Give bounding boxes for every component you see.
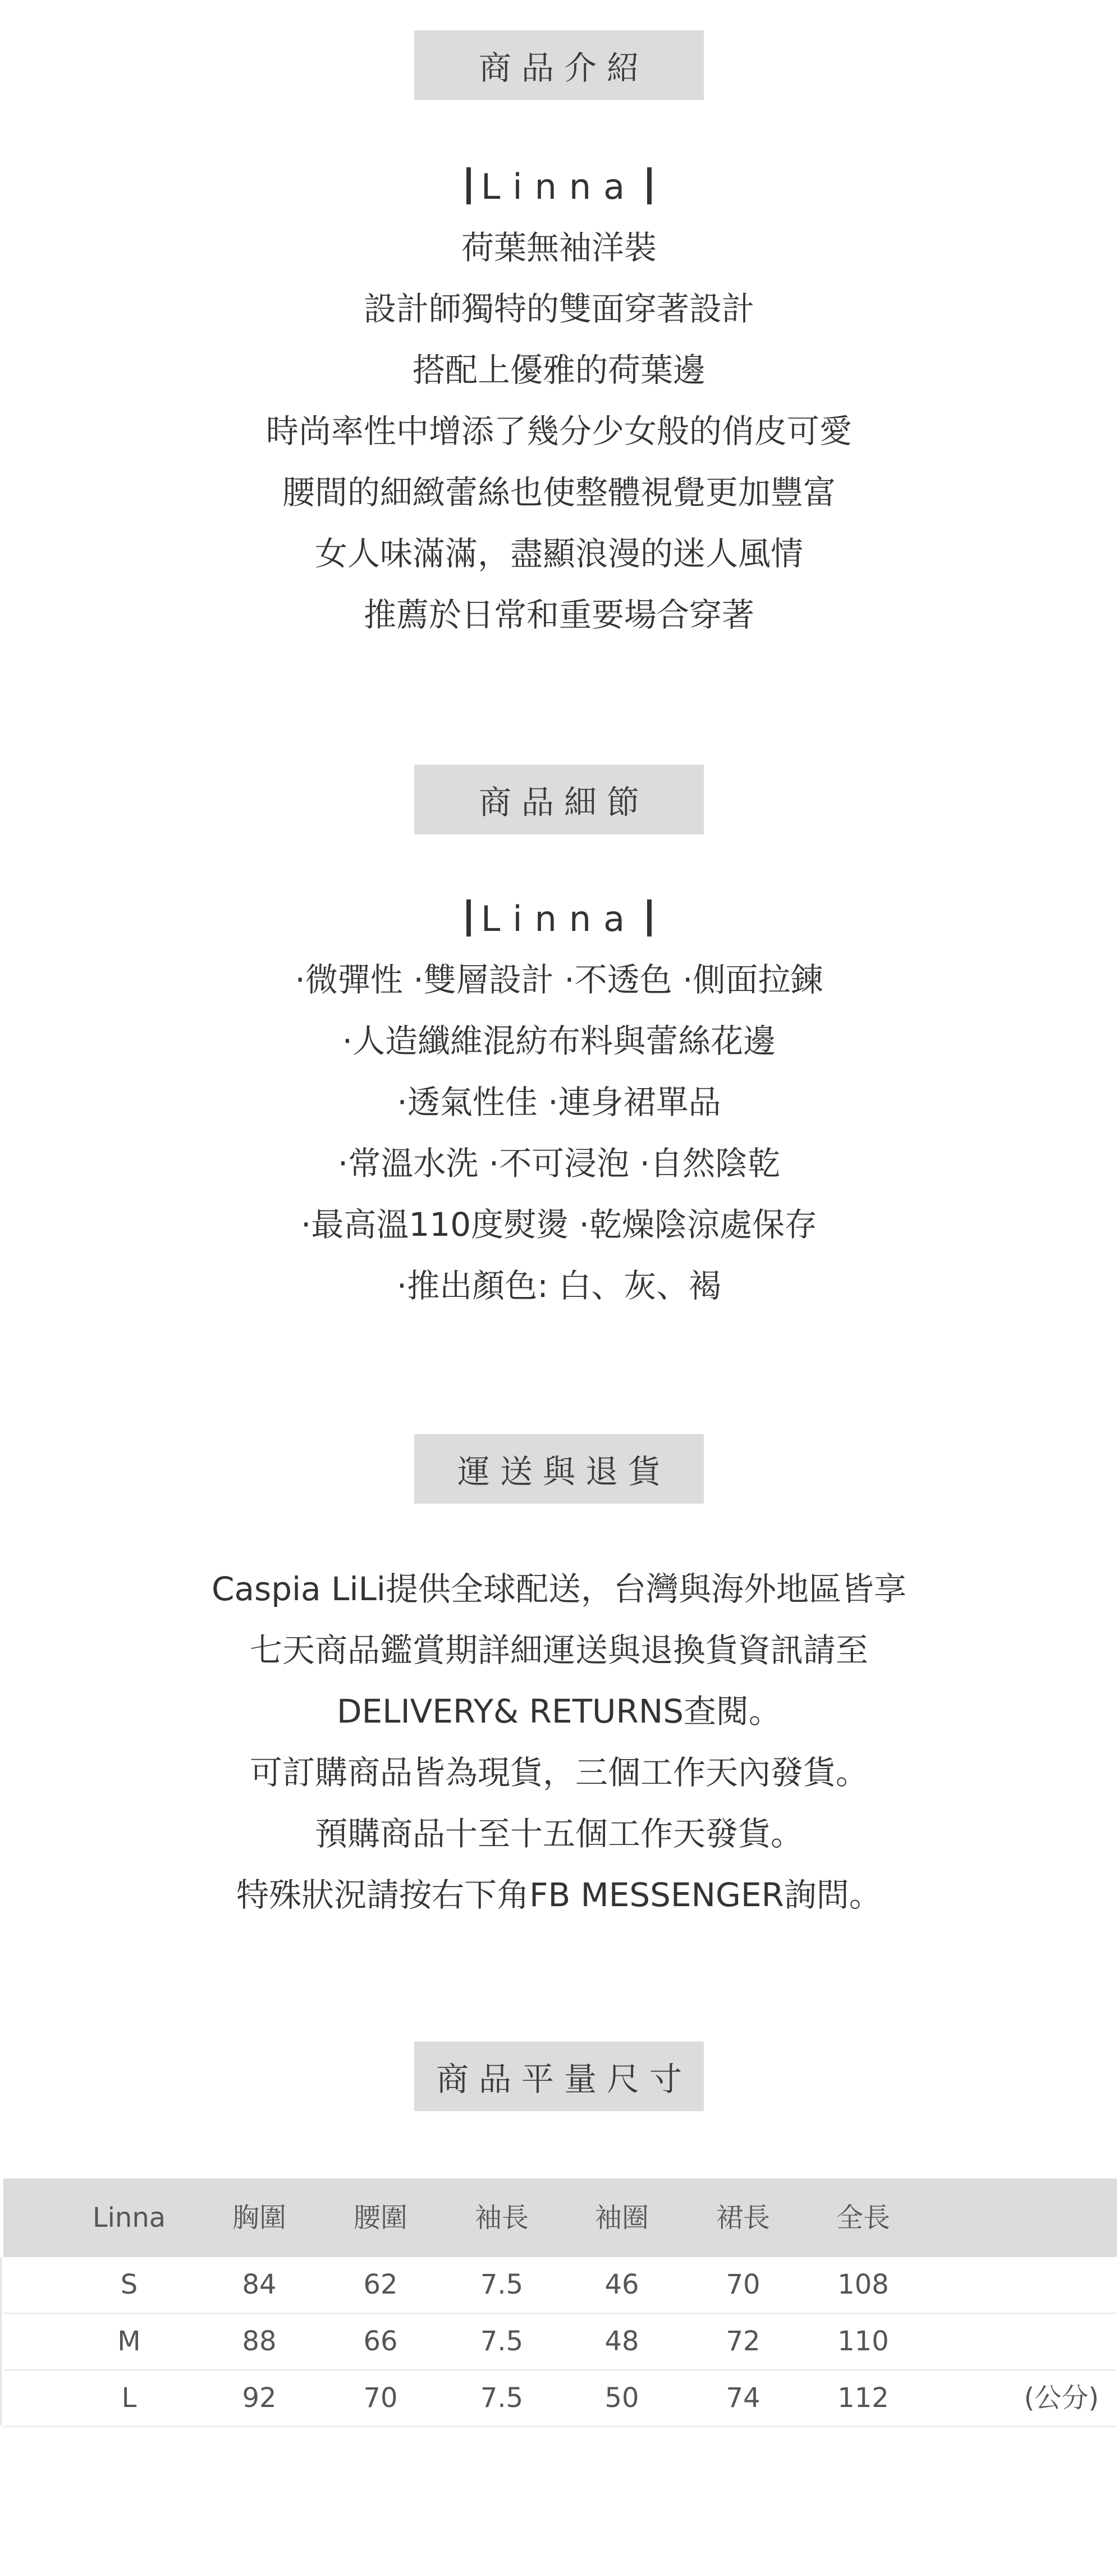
header-cell-total-length: 全長 <box>836 2202 890 2234</box>
intro-text-block <box>0 156 1118 646</box>
brand-bar-left <box>466 899 471 937</box>
header-cell-sleeve-length: 袖長 <box>474 2202 529 2234</box>
size-table <box>3 2178 1117 2427</box>
value-cell: 50 <box>604 2382 639 2414</box>
header-cell-skirt-length: 裙長 <box>716 2202 770 2234</box>
value-cell: 48 <box>604 2326 639 2357</box>
size-cell: M <box>117 2326 141 2357</box>
value-cell: 108 <box>837 2269 889 2300</box>
intro-line: 搭配上優雅的荷葉邊 <box>412 351 705 389</box>
shipping-text-block <box>0 1559 1118 1926</box>
size-cell: S <box>120 2269 138 2300</box>
details-line: ·常溫水洗 ·不可浸泡 ·自然陰乾 <box>337 1144 781 1182</box>
intro-line: 荷葉無袖洋裝 <box>461 229 657 267</box>
value-cell: 7.5 <box>480 2382 524 2414</box>
details-line: ·微彈性 ·雙層設計 ·不透色 ·側面拉鍊 <box>295 961 823 999</box>
value-cell: 70 <box>726 2269 760 2300</box>
size-table-header <box>3 2178 1117 2257</box>
shipping-line: DELIVERY& RETURNS查閱。 <box>336 1692 782 1730</box>
value-cell: 110 <box>837 2326 889 2357</box>
brand-label <box>0 156 1118 217</box>
header-cell-waist: 腰圍 <box>353 2202 407 2234</box>
shipping-line: 可訂購商品皆為現貨，三個工作天內發貨。 <box>249 1753 868 1792</box>
size-cell: L <box>121 2382 137 2414</box>
shipping-line: 預購商品十至十五個工作天發貨。 <box>314 1815 803 1853</box>
section-title-intro: 商品介紹 <box>414 30 704 100</box>
value-cell: 7.5 <box>480 2269 524 2300</box>
value-cell: 46 <box>604 2269 639 2300</box>
brand-bar-left <box>466 167 471 204</box>
table-row <box>3 2257 1117 2314</box>
value-cell: 84 <box>242 2269 277 2300</box>
header-cell-model: Linna <box>92 2202 166 2234</box>
value-cell: 88 <box>242 2326 277 2357</box>
brand-name: Linna <box>480 898 638 939</box>
unit-label: (公分) <box>1024 2382 1099 2414</box>
brand-bar-right <box>647 899 652 937</box>
intro-line: 腰間的細緻蕾絲也使整體視覺更加豐富 <box>282 473 836 511</box>
table-left-border <box>0 2257 2 2426</box>
section-title-shipping: 運送與退貨 <box>414 1434 704 1504</box>
table-row <box>3 2314 1117 2371</box>
brand-name: Linna <box>480 166 638 207</box>
value-cell: 62 <box>363 2269 398 2300</box>
shipping-line: 特殊狀況請按右下角FB MESSENGER詢問。 <box>236 1876 882 1914</box>
brand-bar-right <box>647 167 652 204</box>
brand-label <box>0 888 1118 949</box>
header-cell-chest: 胸圍 <box>232 2202 286 2234</box>
intro-line: 推薦於日常和重要場合穿著 <box>363 596 754 634</box>
details-line: ·人造纖維混紡布料與蕾絲花邊 <box>342 1022 776 1060</box>
header-cell-armhole: 袖圈 <box>594 2202 649 2234</box>
details-line: ·透氣性佳 ·連身裙單品 <box>397 1083 721 1121</box>
value-cell: 72 <box>726 2326 760 2357</box>
intro-line: 時尚率性中增添了幾分少女般的俏皮可愛 <box>265 412 852 450</box>
value-cell: 112 <box>837 2382 889 2414</box>
table-row <box>3 2371 1117 2427</box>
details-text-block <box>0 888 1118 1317</box>
shipping-line: 七天商品鑑賞期詳細運送與退換貨資訊請至 <box>249 1631 868 1669</box>
details-line: ·最高溫110度熨燙 ·乾燥陰涼處保存 <box>300 1205 817 1244</box>
intro-line: 女人味滿滿，盡顯浪漫的迷人風情 <box>314 535 803 573</box>
shipping-line: Caspia LiLi提供全球配送，台灣與海外地區皆享 <box>211 1570 907 1608</box>
value-cell: 92 <box>242 2382 277 2414</box>
details-line: ·推出顏色: 白、灰、褐 <box>396 1267 722 1305</box>
intro-line: 設計師獨特的雙面穿著設計 <box>363 290 754 328</box>
value-cell: 7.5 <box>480 2326 524 2357</box>
value-cell: 74 <box>726 2382 760 2414</box>
section-title-details: 商品細節 <box>414 765 704 834</box>
section-title-size: 商品平量尺寸 <box>414 2041 704 2111</box>
value-cell: 70 <box>363 2382 398 2414</box>
value-cell: 66 <box>363 2326 398 2357</box>
